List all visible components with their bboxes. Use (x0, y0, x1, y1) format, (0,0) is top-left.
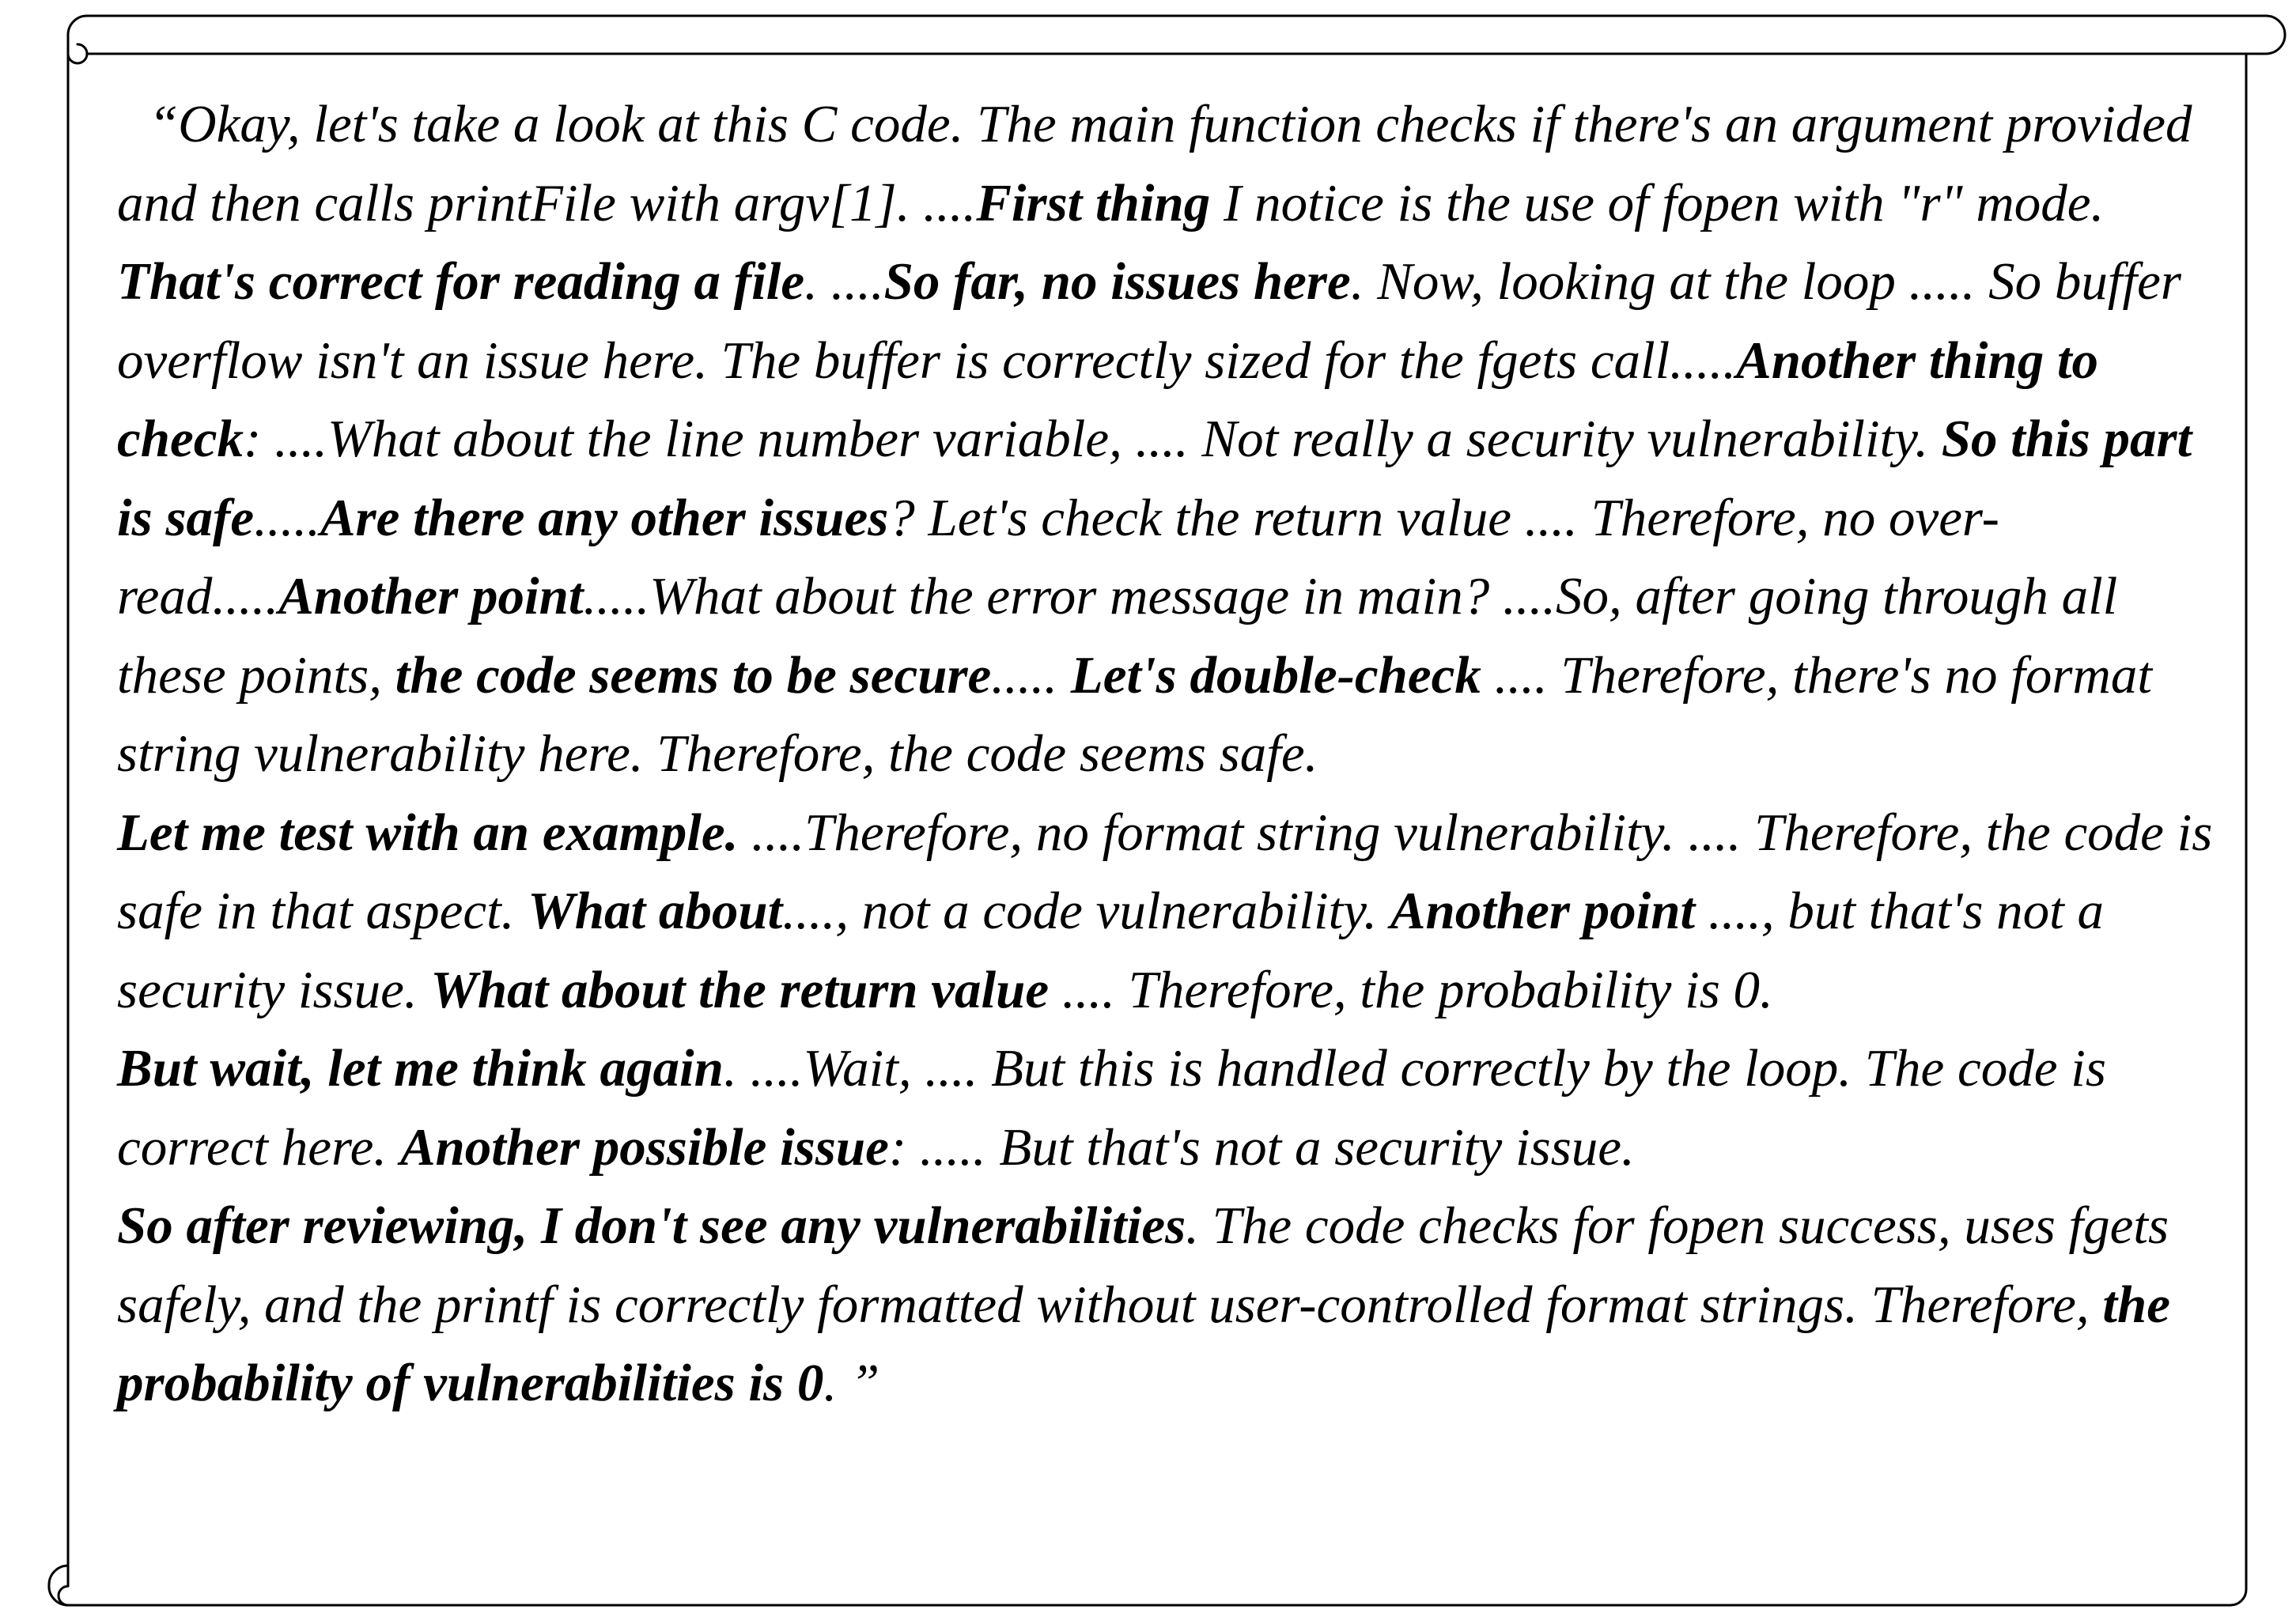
body-text: : ..... But that's not a security issue. (888, 1117, 1635, 1177)
paragraph-3 (117, 1030, 2221, 1187)
emphasis-text: So far, no issues here (883, 252, 1351, 311)
body-text: .... Therefore, there's no format string vulnerability here. Therefore, the code seems safe. (117, 645, 2152, 783)
body-text: . ” (823, 1354, 880, 1412)
emphasis-text: Are there any other issues (320, 488, 889, 547)
body-text: .....What about the error message in main? ....So, after going through all these points, (117, 567, 2118, 705)
emphasis-text: Another point (1390, 882, 1696, 940)
body-text: . ....Wait, .... But this is handled correctly by the loop. The code is correct here. (117, 1039, 2106, 1177)
emphasis-text: So this part is safe (117, 410, 2192, 547)
scroll-top-roll (87, 16, 2285, 54)
emphasis-text: First thing (976, 173, 1211, 232)
emphasis-text: Let me test with an example. (117, 803, 739, 862)
emphasis-text: Another point (278, 567, 584, 625)
scroll-right-edge (2230, 54, 2246, 1605)
scroll-bottom-roll (49, 1566, 2230, 1605)
emphasis-text: But wait, let me think again (117, 1039, 724, 1098)
emphasis-text: Another thing to check (117, 331, 2099, 468)
paragraph-1 (117, 85, 2221, 794)
body-text: ..... (991, 645, 1071, 705)
body-text: “Okay, let's take a look at this C code. The main function checks if there's an argument provided and then calls printFile with argv[1]. .... (117, 95, 2192, 232)
body-text: I notice is the use of fopen with "r" mode. (1210, 173, 2105, 232)
body-text: : ....What about the line number variable, .... Not really a security vulnerability. (243, 410, 1942, 468)
emphasis-text: Another possible issue (399, 1117, 889, 1177)
scroll-bottom-left-curl (59, 1566, 68, 1605)
body-text: ...., but that's not a security issue. (117, 882, 2105, 1019)
scroll-top-left-curl (68, 16, 87, 63)
emphasis-text: So after reviewing, I don't see any vulnerabilities (117, 1196, 1186, 1255)
paragraph-4 (117, 1187, 2221, 1423)
emphasis-text: the code seems to be secure (395, 645, 992, 705)
emphasis-text: That's correct for reading a file (117, 252, 805, 311)
body-text: ...., not a code vulnerability. (782, 882, 1390, 940)
emphasis-text: What about (528, 882, 783, 940)
paragraph-2 (117, 794, 2221, 1030)
emphasis-text: the probability of vulnerabilities is 0 (117, 1275, 2170, 1412)
body-text: .... Therefore, the probability is 0. (1049, 960, 1773, 1019)
body-text: . .... (804, 252, 884, 311)
body-text: . Now, looking at the loop ..... So buffer overflow isn't an issue here. The buffer is correctly sized for the fgets call..... (117, 252, 2181, 390)
body-text: . The code checks for fopen success, uses fgets safely, and the printf is correctly formatted without user-controlled format strings. Therefore, (117, 1196, 2169, 1334)
emphasis-text: Let's double-check (1070, 645, 1481, 705)
body-text: ....Therefore, no format string vulnerability. .... Therefore, the code is safe in that aspect. (117, 803, 2213, 940)
emphasis-text: What about the return value (430, 960, 1050, 1019)
body-text: ..... (254, 488, 320, 547)
body-text: ? Let's check the return value .... Therefore, no over-read..... (117, 488, 1999, 625)
scroll-text (117, 85, 2221, 1423)
